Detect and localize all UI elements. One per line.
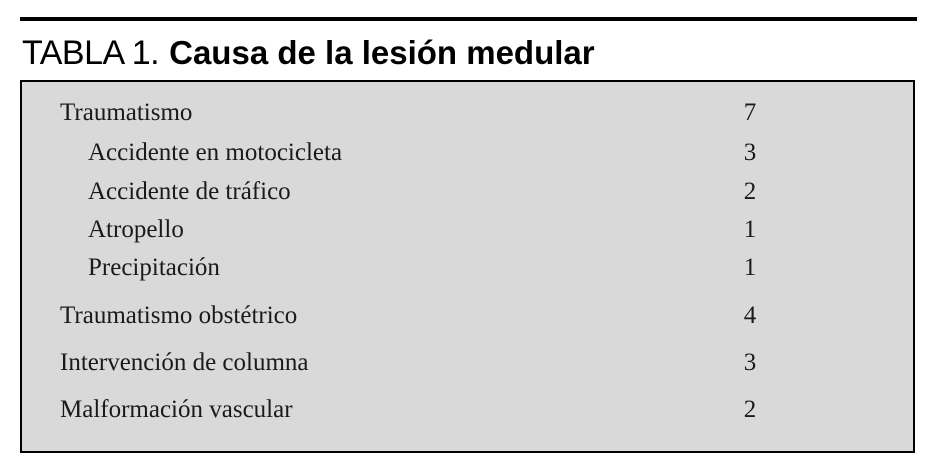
table-title: Causa de la lesión medular: [169, 34, 595, 71]
cause-count: 1: [743, 216, 757, 243]
table-row: [22, 175, 913, 209]
table-row: [22, 299, 913, 333]
table-row: [22, 136, 913, 170]
cause-label: Intervención de columna: [60, 349, 309, 376]
table-caption: [22, 28, 595, 78]
cause-count: 3: [743, 349, 757, 376]
cause-label: Precipitación: [88, 254, 220, 281]
cause-count: 3: [743, 139, 757, 166]
cause-count: 7: [743, 99, 757, 126]
top-rule: [20, 17, 917, 21]
cause-label: Traumatismo obstétrico: [60, 302, 298, 329]
cause-count: 2: [743, 396, 757, 423]
table-row: [22, 393, 913, 427]
cause-count: 4: [743, 302, 757, 329]
table-row: [22, 251, 913, 285]
cause-count: 2: [743, 178, 757, 205]
table-row: [22, 346, 913, 380]
data-table: [20, 80, 915, 453]
cause-label: Accidente de tráfico: [88, 178, 291, 205]
cause-count: 1: [743, 254, 757, 281]
cause-label: Malformación vascular: [60, 396, 293, 423]
cause-label: Atropello: [88, 216, 184, 243]
table-row: [22, 96, 913, 130]
cause-label: Traumatismo: [60, 99, 193, 126]
table-row: [22, 213, 913, 247]
table-label: TABLA 1.: [22, 34, 160, 72]
cause-label: Accidente en motocicleta: [88, 139, 343, 166]
